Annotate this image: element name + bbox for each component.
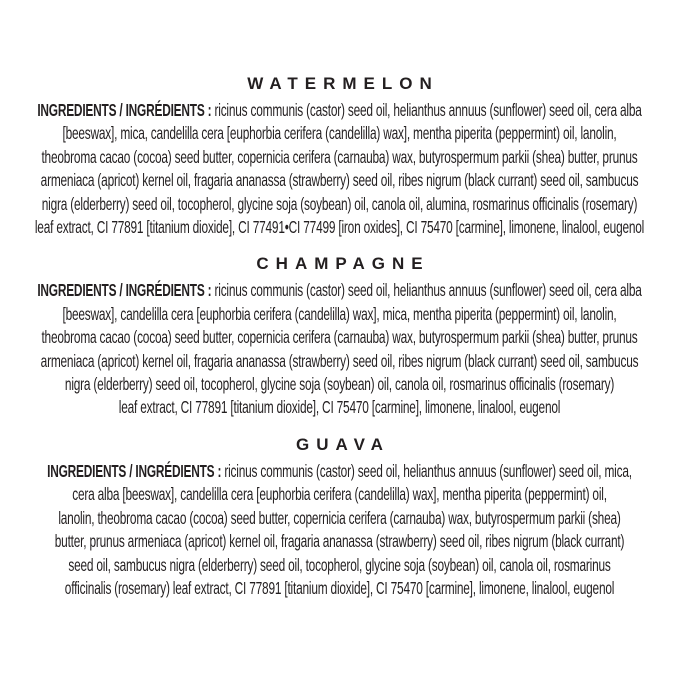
ingredient-section-champagne <box>0 254 679 419</box>
ingredients-text: ricinus communis (castor) seed oil, helianthus annuus (sunflower) seed oil, mica, <box>224 460 632 481</box>
ingredients-line <box>0 279 679 302</box>
ingredients-line: leaf extract, CI 77891 [titanium dioxide], CI 77491•CI 77499 [iron oxides], CI 75470 [carmine], limonene, linalool, eugenol <box>34 217 645 238</box>
ingredients-text: ricinus communis (castor) seed oil, helianthus annuus (sunflower) seed oil, cera alba <box>214 280 642 301</box>
ingredients-line: officinalis (rosemary) leaf extract, CI 77891 [titanium dioxide], CI 75470 [carmine], limonene, linalool, eugenol <box>64 577 615 598</box>
ingredients-text: ricinus communis (castor) seed oil, helianthus annuus (sunflower) seed oil, cera alba <box>214 100 642 120</box>
ingredients-line <box>0 99 679 122</box>
ingredients-heading: INGREDIENTS / INGRÉDIENTS : <box>47 460 222 481</box>
ingredient-section-watermelon <box>0 74 679 239</box>
ingredients-line: butter, prunus armeniaca (apricot) kernel oil, fragaria ananassa (strawberry) seed oil, ribes nigrum (black currant) <box>54 531 625 552</box>
ingredients-line <box>0 460 679 483</box>
flavor-title: CHAMPAGNE <box>256 254 430 274</box>
ingredients-line: seed oil, sambucus nigra (elderberry) seed oil, tocopherol, glycine soja (soybean) oil, canola oil, rosmarinus <box>68 554 611 575</box>
ingredients-line: nigra (elderberry) seed oil, tocopherol, glycine soja (soybean) oil, canola oil, alumina, rosmarinus officinalis (rosemary) <box>41 193 638 214</box>
flavor-title: WATERMELON <box>247 74 439 93</box>
ingredients-line: cera alba [beeswax], candelilla cera [euphorbia cerifera (candelilla) wax], mentha piperita (peppermint) oil, <box>72 484 607 505</box>
ingredient-section-guava <box>0 435 679 600</box>
ingredients-line: [beeswax], candelilla cera [euphorbia cerifera (candelilla) wax], mica, mentha piperita (peppermint) oil, lanolin, <box>62 303 617 324</box>
ingredients-line: nigra (elderberry) seed oil, tocopherol, glycine soja (soybean) oil, canola oil, rosmarinus officinalis (rosemary) <box>64 374 615 395</box>
flavor-title: GUAVA <box>296 434 390 454</box>
ingredients-line: [beeswax], mica, candelilla cera [euphorbia cerifera (candelilla) wax], mentha piperita (peppermint) oil, lanolin, <box>62 123 617 144</box>
ingredients-line: armeniaca (apricot) kernel oil, fragaria ananassa (strawberry) seed oil, ribes nigrum (black currant) seed oil, sambucus <box>40 350 639 371</box>
ingredients-line: lanolin, theobroma cacao (cocoa) seed butter, copernicia cerifera (carnauba) wax, butyrospermum parkii (shea) <box>58 507 621 528</box>
ingredients-line: armeniaca (apricot) kernel oil, fragaria ananassa (strawberry) seed oil, ribes nigrum (black currant) seed oil, sambucus <box>40 170 639 191</box>
ingredients-heading: INGREDIENTS / INGRÉDIENTS : <box>37 100 212 120</box>
ingredients-line: leaf extract, CI 77891 [titanium dioxide], CI 75470 [carmine], limonene, linalool, eugenol <box>118 397 561 418</box>
ingredients-line: theobroma cacao (cocoa) seed butter, copernicia cerifera (carnauba) wax, butyrospermum parkii (shea) butter, prunus <box>41 146 638 167</box>
ingredients-heading: INGREDIENTS / INGRÉDIENTS : <box>37 280 212 301</box>
ingredients-line: theobroma cacao (cocoa) seed butter, copernicia cerifera (carnauba) wax, butyrospermum parkii (shea) butter, prunus <box>41 327 638 348</box>
